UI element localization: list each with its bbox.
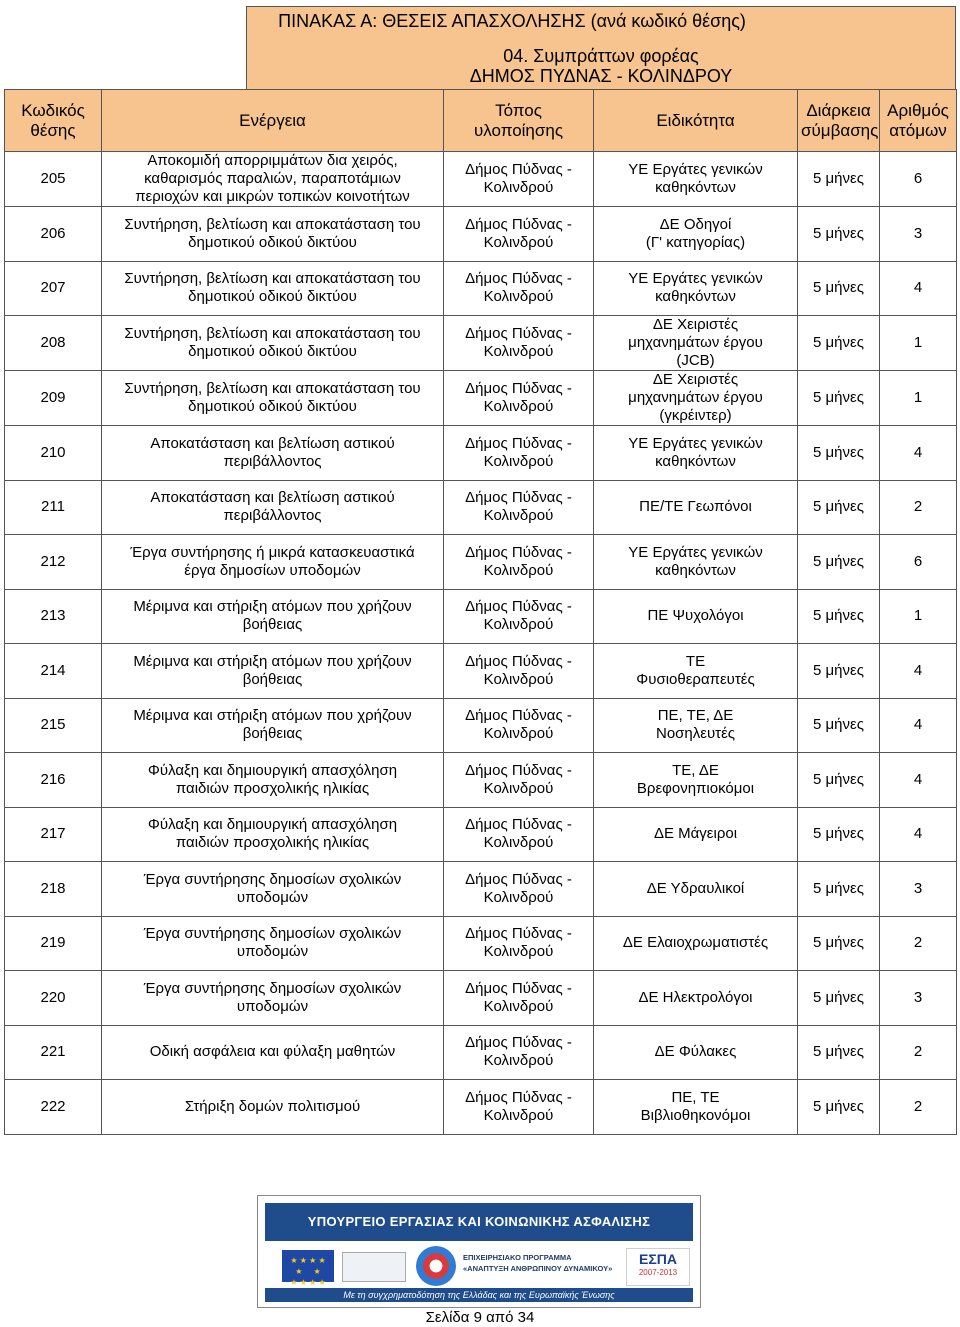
position-code: 209	[5, 371, 102, 426]
position-code: 220	[5, 971, 102, 1026]
count-cell: 6	[880, 535, 957, 590]
position-code: 214	[5, 644, 102, 699]
duration-cell: 5 μήνες	[798, 316, 880, 371]
activity-cell: Συντήρηση, βελτίωση και αποκατάσταση του δημοτικού οδικού δικτύου	[102, 261, 444, 316]
specialty-cell: ΤΕ, ΔΕ Βρεφονηπιοκόμοι	[594, 753, 798, 808]
operational-program-text: ΕΠΙΧΕΙΡΗΣΙΑΚΟ ΠΡΟΓΡΑΜΜΑ «ΑΝΑΠΤΥΞΗ ΑΝΘΡΩΠΙΝΟΥ ΔΥΝΑΜΙΚΟΥ»	[463, 1253, 613, 1273]
duration-cell: 5 μήνες	[798, 207, 880, 262]
table-row	[5, 480, 957, 535]
table-row	[5, 316, 957, 371]
location-cell: Δήμος Πύδνας - Κολινδρού	[444, 753, 594, 808]
duration-cell: 5 μήνες	[798, 535, 880, 590]
count-cell: 1	[880, 589, 957, 644]
location-cell: Δήμος Πύδνας - Κολινδρού	[444, 207, 594, 262]
position-code: 208	[5, 316, 102, 371]
greek-republic-emblem-icon	[342, 1252, 406, 1282]
specialty-cell: ΥΕ Εργάτες γενικών καθηκόντων	[594, 426, 798, 481]
specialty-cell: ΔΕ Μάγειροι	[594, 807, 798, 862]
table-row	[5, 862, 957, 917]
table-body	[5, 152, 957, 1135]
count-cell: 2	[880, 916, 957, 971]
location-cell: Δήμος Πύδνας - Κολινδρού	[444, 480, 594, 535]
position-code: 222	[5, 1080, 102, 1135]
specialty-cell: ΠΕ, ΤΕ Βιβλιοθηκονόμοι	[594, 1080, 798, 1135]
position-code: 211	[5, 480, 102, 535]
specialty-cell: ΔΕ Υδραυλικοί	[594, 862, 798, 917]
specialty-cell: ΔΕ Ελαιοχρωματιστές	[594, 916, 798, 971]
col-header-activity: Ενέργεια	[102, 90, 444, 152]
duration-cell: 5 μήνες	[798, 862, 880, 917]
location-cell: Δήμος Πύδνας - Κολινδρού	[444, 807, 594, 862]
duration-cell: 5 μήνες	[798, 261, 880, 316]
table-row	[5, 698, 957, 753]
activity-cell: Οδική ασφάλεια και φύλαξη μαθητών	[102, 1025, 444, 1080]
location-cell: Δήμος Πύδνας - Κολινδρού	[444, 644, 594, 699]
col-header-location: Τόπος υλοποίησης	[444, 90, 594, 152]
table-row	[5, 207, 957, 262]
specialty-cell: ΠΕ Ψυχολόγοι	[594, 589, 798, 644]
table-row	[5, 426, 957, 481]
position-code: 217	[5, 807, 102, 862]
activity-cell: Έργα συντήρησης δημοσίων σχολικών υποδομών	[102, 971, 444, 1026]
table-row	[5, 589, 957, 644]
col-header-count: Αριθμός ατόμων	[880, 90, 957, 152]
duration-cell: 5 μήνες	[798, 589, 880, 644]
position-code: 213	[5, 589, 102, 644]
table-row	[5, 753, 957, 808]
count-cell: 2	[880, 1025, 957, 1080]
activity-cell: Μέριμνα και στήριξη ατόμων που χρήζουν βοήθειας	[102, 589, 444, 644]
specialty-cell: ΥΕ Εργάτες γενικών καθηκόντων	[594, 152, 798, 207]
count-cell: 3	[880, 207, 957, 262]
position-code: 205	[5, 152, 102, 207]
partner-line: 04. Συμπράττων φορέας	[503, 46, 699, 66]
count-cell: 2	[880, 1080, 957, 1135]
position-code: 221	[5, 1025, 102, 1080]
duration-cell: 5 μήνες	[798, 971, 880, 1026]
location-cell: Δήμος Πύδνας - Κολινδρού	[444, 371, 594, 426]
position-code: 207	[5, 261, 102, 316]
table-row	[5, 152, 957, 207]
table-row	[5, 971, 957, 1026]
count-cell: 6	[880, 152, 957, 207]
activity-cell: Φύλαξη και δημιουργική απασχόληση παιδιών προσχολικής ηλικίας	[102, 753, 444, 808]
location-cell: Δήμος Πύδνας - Κολινδρού	[444, 698, 594, 753]
count-cell: 4	[880, 261, 957, 316]
duration-cell: 5 μήνες	[798, 371, 880, 426]
count-cell: 2	[880, 480, 957, 535]
count-cell: 1	[880, 316, 957, 371]
count-cell: 4	[880, 426, 957, 481]
location-cell: Δήμος Πύδνας - Κολινδρού	[444, 1080, 594, 1135]
positions-table	[4, 89, 957, 1135]
location-cell: Δήμος Πύδνας - Κολινδρού	[444, 152, 594, 207]
activity-cell: Αποκατάσταση και βελτίωση αστικού περιβάλλοντος	[102, 426, 444, 481]
count-cell: 4	[880, 644, 957, 699]
count-cell: 4	[880, 807, 957, 862]
activity-cell: Έργα συντήρησης ή μικρά κατασκευαστικά έργα δημοσίων υποδομών	[102, 535, 444, 590]
location-cell: Δήμος Πύδνας - Κολινδρού	[444, 589, 594, 644]
table-row	[5, 807, 957, 862]
duration-cell: 5 μήνες	[798, 698, 880, 753]
specialty-cell: ΠΕ/ΤΕ Γεωπόνοι	[594, 480, 798, 535]
count-cell: 4	[880, 698, 957, 753]
table-row	[5, 644, 957, 699]
position-code: 218	[5, 862, 102, 917]
count-cell: 3	[880, 862, 957, 917]
activity-cell: Φύλαξη και δημιουργική απασχόληση παιδιών προσχολικής ηλικίας	[102, 807, 444, 862]
duration-cell: 5 μήνες	[798, 1080, 880, 1135]
location-cell: Δήμος Πύδνας - Κολινδρού	[444, 535, 594, 590]
specialty-cell: ΔΕ Χειριστές μηχανημάτων έργου (γκρέιντερ)	[594, 371, 798, 426]
location-cell: Δήμος Πύδνας - Κολινδρού	[444, 916, 594, 971]
location-cell: Δήμος Πύδνας - Κολινδρού	[444, 426, 594, 481]
position-code: 206	[5, 207, 102, 262]
duration-cell: 5 μήνες	[798, 644, 880, 699]
municipality-line: ΔΗΜΟΣ ΠΥΔΝΑΣ - ΚΟΛΙΝΔΡΟΥ	[469, 66, 733, 86]
specialty-cell: ΥΕ Εργάτες γενικών καθηκόντων	[594, 261, 798, 316]
location-cell: Δήμος Πύδνας - Κολινδρού	[444, 1025, 594, 1080]
position-code: 212	[5, 535, 102, 590]
position-code: 215	[5, 698, 102, 753]
specialty-cell: ΔΕ Οδηγοί (Γ' κατηγορίας)	[594, 207, 798, 262]
eu-flag-icon: ★ ★ ★ ★ ★ ★ ★ ★ ★ ★	[282, 1250, 334, 1282]
specialty-cell: ΤΕ Φυσιοθεραπευτές	[594, 644, 798, 699]
position-code: 219	[5, 916, 102, 971]
activity-cell: Συντήρηση, βελτίωση και αποκατάσταση του δημοτικού οδικού δικτύου	[102, 316, 444, 371]
count-cell: 3	[880, 971, 957, 1026]
activity-cell: Συντήρηση, βελτίωση και αποκατάσταση του δημοτικού οδικού δικτύου	[102, 207, 444, 262]
col-header-specialty: Ειδικότητα	[594, 90, 798, 152]
duration-cell: 5 μήνες	[798, 753, 880, 808]
specialty-cell: ΠΕ, ΤΕ, ΔΕ Νοσηλευτές	[594, 698, 798, 753]
table-row	[5, 916, 957, 971]
activity-cell: Στήριξη δομών πολιτισμού	[102, 1080, 444, 1135]
duration-cell: 5 μήνες	[798, 480, 880, 535]
col-header-code: Κωδικός θέσης	[5, 90, 102, 152]
count-cell: 1	[880, 371, 957, 426]
specialty-cell: ΔΕ Ηλεκτρολόγοι	[594, 971, 798, 1026]
table-row	[5, 1080, 957, 1135]
activity-cell: Μέριμνα και στήριξη ατόμων που χρήζουν βοήθειας	[102, 698, 444, 753]
table-row	[5, 535, 957, 590]
ministry-banner: ΥΠΟΥΡΓΕΙΟ ΕΡΓΑΣΙΑΣ ΚΑΙ ΚΟΙΝΩΝΙΚΗΣ ΑΣΦΑΛΙΣΗΣ	[265, 1203, 693, 1241]
table-row	[5, 1025, 957, 1080]
specialty-cell: ΥΕ Εργάτες γενικών καθηκόντων	[594, 535, 798, 590]
activity-cell: Μέριμνα και στήριξη ατόμων που χρήζουν βοήθειας	[102, 644, 444, 699]
position-code: 216	[5, 753, 102, 808]
duration-cell: 5 μήνες	[798, 1025, 880, 1080]
funding-logo-strip	[257, 1195, 701, 1308]
activity-cell: Συντήρηση, βελτίωση και αποκατάσταση του δημοτικού οδικού δικτύου	[102, 371, 444, 426]
location-cell: Δήμος Πύδνας - Κολινδρού	[444, 316, 594, 371]
activity-cell: Αποκατάσταση και βελτίωση αστικού περιβάλλοντος	[102, 480, 444, 535]
activity-cell: Έργα συντήρησης δημοσίων σχολικών υποδομών	[102, 916, 444, 971]
cofinancing-footer: Με τη συγχρηματοδότηση της Ελλάδας και της Ευρωπαϊκής Ένωσης	[265, 1288, 693, 1302]
col-header-duration: Διάρκεια σύμβασης	[798, 90, 880, 152]
table-row	[5, 371, 957, 426]
program-logo-icon	[416, 1246, 456, 1286]
duration-cell: 5 μήνες	[798, 916, 880, 971]
count-cell: 4	[880, 753, 957, 808]
duration-cell: 5 μήνες	[798, 807, 880, 862]
page-number: Σελίδα 9 από 34	[425, 1309, 535, 1326]
duration-cell: 5 μήνες	[798, 426, 880, 481]
specialty-cell: ΔΕ Χειριστές μηχανημάτων έργου (JCB)	[594, 316, 798, 371]
table-title: ΠΙΝΑΚΑΣ Α: ΘΕΣΕΙΣ ΑΠΑΣΧΟΛΗΣΗΣ (ανά κωδικό θέσης)	[278, 11, 746, 31]
position-code: 210	[5, 426, 102, 481]
location-cell: Δήμος Πύδνας - Κολινδρού	[444, 862, 594, 917]
location-cell: Δήμος Πύδνας - Κολινδρού	[444, 261, 594, 316]
activity-cell: Αποκομιδή απορριμμάτων δια χειρός, καθαρισμός παραλιών, παραποτάμιων περιοχών και μικρών τοπικών κοινοτήτων	[102, 152, 444, 207]
location-cell: Δήμος Πύδνας - Κολινδρού	[444, 971, 594, 1026]
specialty-cell: ΔΕ Φύλακες	[594, 1025, 798, 1080]
duration-cell: 5 μήνες	[798, 152, 880, 207]
table-row	[5, 261, 957, 316]
espa-logo: ΕΣΠΑ 2007-2013	[626, 1248, 690, 1286]
table-header-row	[5, 90, 957, 152]
activity-cell: Έργα συντήρησης δημοσίων σχολικών υποδομών	[102, 862, 444, 917]
